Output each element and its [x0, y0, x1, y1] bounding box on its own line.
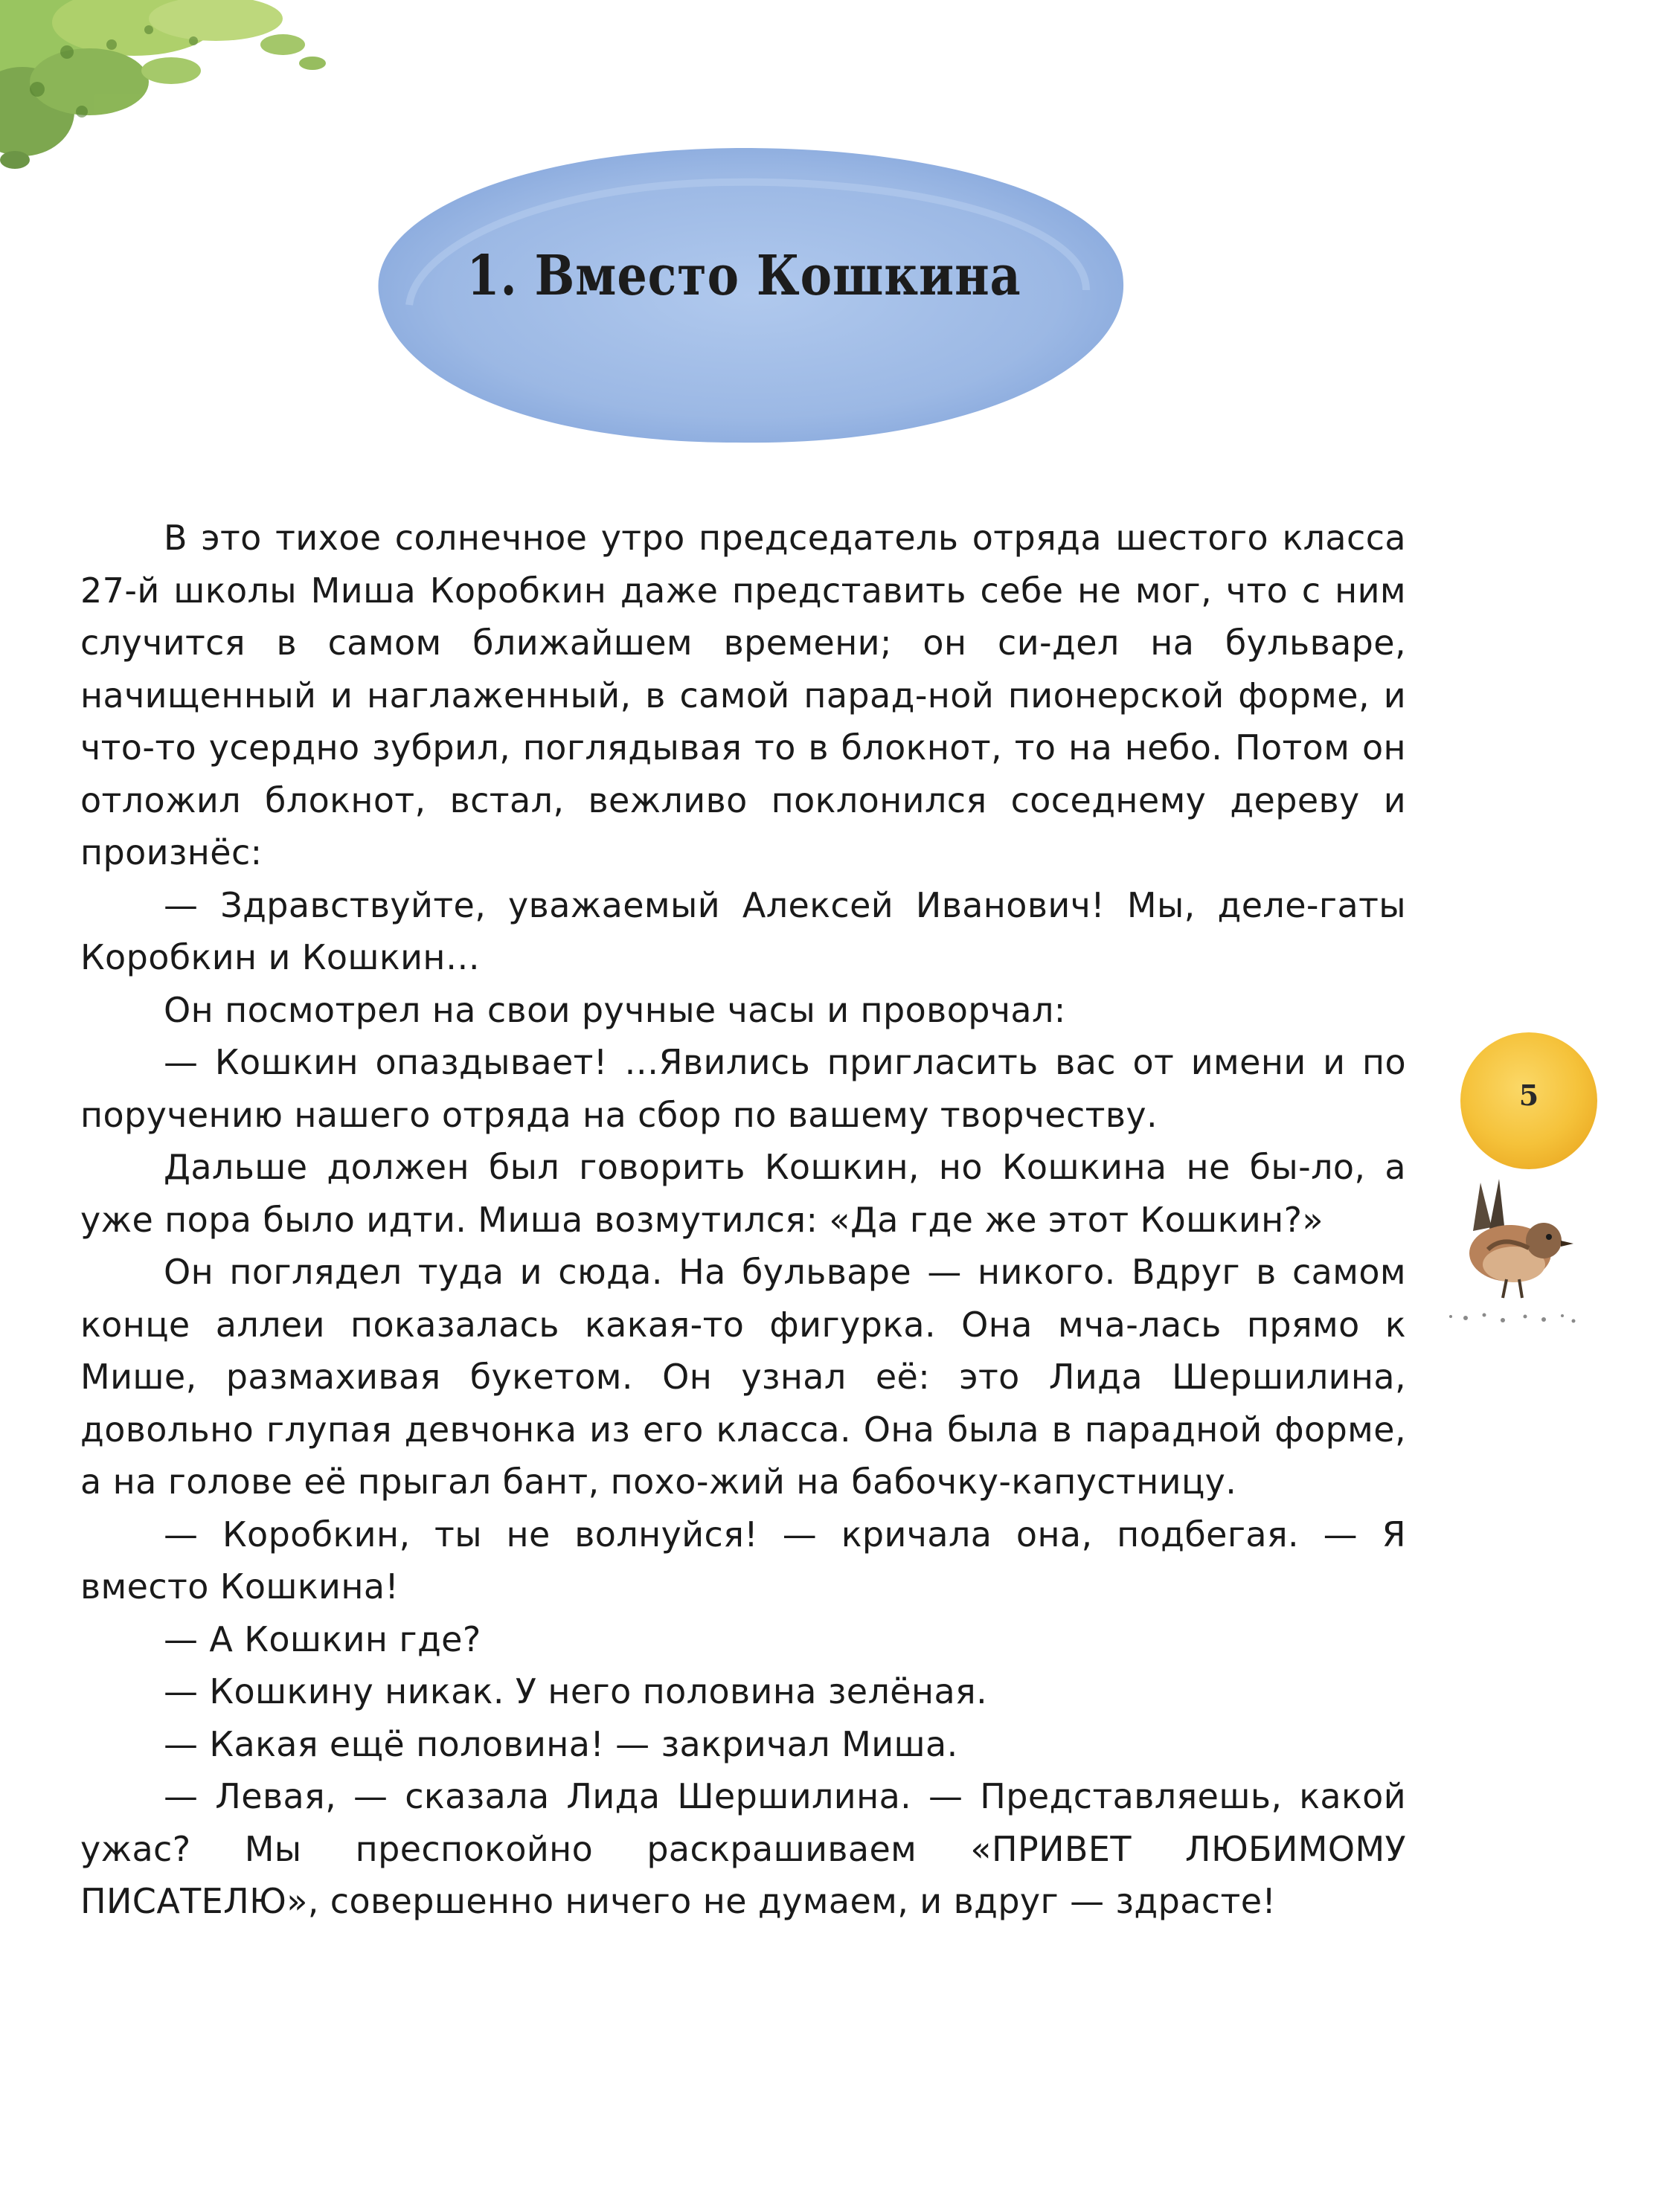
tree-foliage-illustration — [0, 0, 342, 186]
paragraph: — Левая, — сказала Лида Шершилина. — Представляешь, какой ужас? Мы преспокойно раскрашиваем «ПРИВЕТ ЛЮБИМОМУ ПИСАТЕЛЮ», совершенно ничего не думаем, и вдруг — здрасте! — [80, 1776, 1406, 1921]
paragraph: В это тихое солнечное утро председатель отряда шестого класса 27-й школы Миша Коробкин даже представить себе не мог, что с ним случится в самом ближайшем времени; он си-дел на бульваре, начищенный и наглаженный, в самой парад-ной пионерской форме, и что-то усердно зубрил, поглядывая то в блокнот, то на небо. Потом он отложил блокнот, встал, вежливо поклонился соседнему дереву и произнёс: — [80, 518, 1406, 872]
story-text — [80, 512, 1406, 1928]
paragraph: — Коробкин, ты не волнуйся! — кричала она, подбегая. — Я вместо Кошкина! — [80, 1514, 1406, 1607]
paragraph: Дальше должен был говорить Кошкин, но Кошкина не бы-ло, а уже пора было идти. Миша возмутился: «Да где же этот Кошкин?» — [80, 1147, 1406, 1240]
bird-icon — [1421, 1160, 1592, 1331]
paragraph: — Здравствуйте, уважаемый Алексей Иванович! Мы, деле-гаты Коробкин и Кошкин… — [80, 884, 1406, 977]
paragraph: — А Кошкин где? — [164, 1618, 481, 1659]
paragraph: — Кошкин опаздывает! …Явились пригласить вас от имени и по поручению нашего отряда на сбор по вашему творчеству. — [80, 1042, 1406, 1135]
paragraph: Он посмотрел на свои ручные часы и проворчал: — [164, 989, 1066, 1030]
paragraph: Он поглядел туда и сюда. На бульваре — никого. Вдруг в самом конце аллеи показалась какая-то фигурка. Она мча-лась прямо к Мише, размахивая букетом. Он узнал её: это Лида Шершилина, довольно глупая девчонка из его класса. Она была в парадной форме, а на голове её прыгал бант, похо-жий на бабочку-капустницу. — [80, 1252, 1406, 1502]
paragraph: — Кошкину никак. У него половина зелёная. — [164, 1671, 988, 1711]
paragraph: — Какая ещё половина! — закричал Миша. — [164, 1723, 958, 1764]
page-number: 5 — [1518, 1078, 1539, 1112]
chapter-title: 1. Вместо Кошкина — [466, 244, 1021, 308]
